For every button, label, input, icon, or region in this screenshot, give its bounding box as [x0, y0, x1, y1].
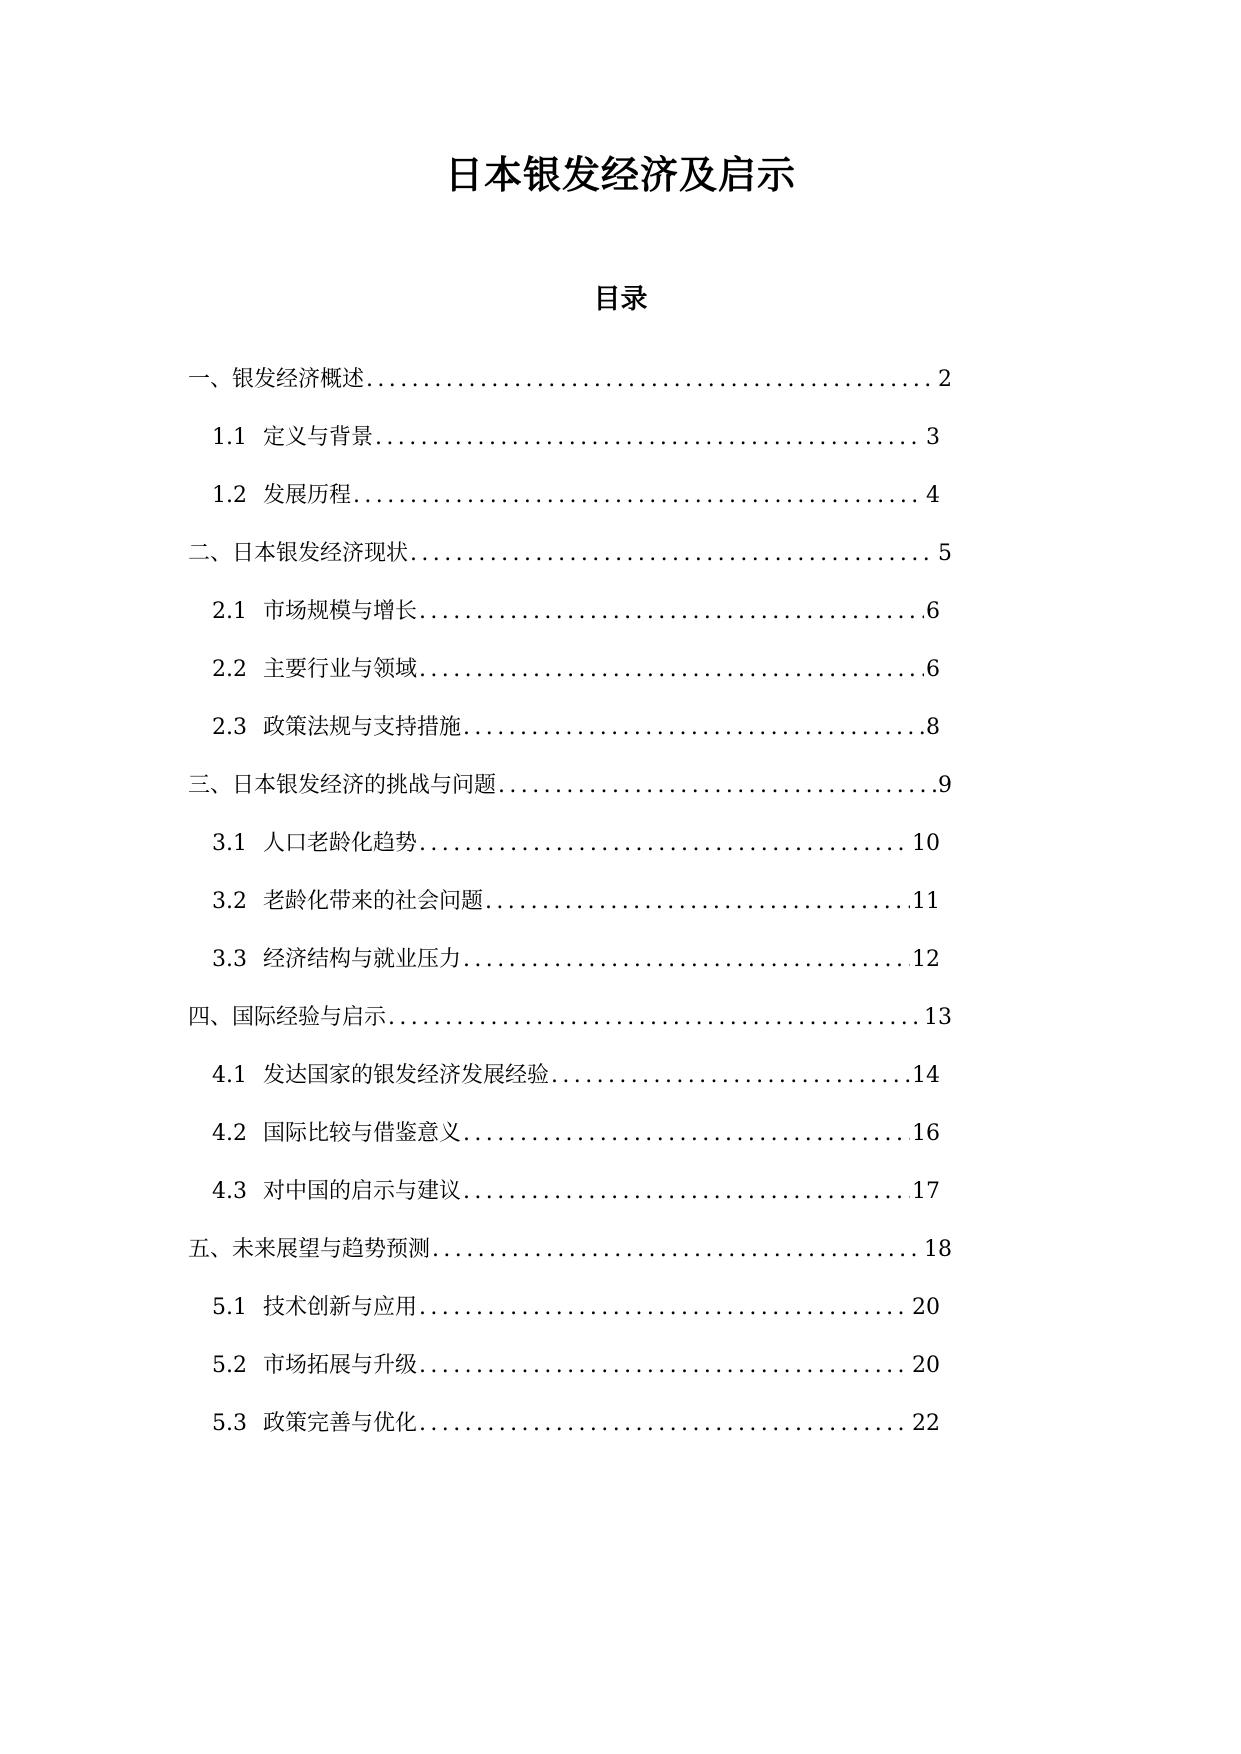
- toc-page-number: 13: [924, 1005, 952, 1030]
- toc-dot-leader: [463, 1172, 910, 1212]
- toc-dot-leader: [463, 940, 910, 980]
- toc-entry-chapter-3[interactable]: [188, 766, 952, 806]
- toc-dot-leader: [551, 1056, 910, 1096]
- toc-section-number: 3.3: [212, 947, 247, 972]
- toc-dot-leader: [463, 1114, 910, 1154]
- toc-entry-title: 国际比较与借鉴意义: [263, 1121, 462, 1146]
- toc-dot-leader: [419, 592, 924, 632]
- toc-dot-leader: [419, 1346, 910, 1386]
- toc-page-number: 17: [912, 1179, 940, 1204]
- toc-entry-section-4-2[interactable]: [212, 1114, 940, 1154]
- toc-heading: 目录: [593, 284, 648, 315]
- toc-entry-title: 一、银发经济概述: [188, 367, 365, 392]
- toc-page-number: 6: [926, 657, 940, 682]
- toc-entry-section-1-1[interactable]: [212, 418, 940, 458]
- toc-section-number: 4.1: [212, 1063, 247, 1088]
- toc-entry-title: 经济结构与就业压力: [263, 947, 462, 972]
- toc-dot-leader: [419, 1288, 910, 1328]
- toc-dot-leader: [353, 476, 924, 516]
- toc-entry-title: 四、国际经验与启示: [188, 1005, 387, 1030]
- toc-entry-section-2-1[interactable]: [212, 592, 940, 632]
- toc-section-number: 1.2: [212, 483, 247, 508]
- toc-dot-leader: [485, 882, 910, 922]
- toc-section-number: 5.3: [212, 1411, 247, 1436]
- toc-page-number: 3: [926, 425, 940, 450]
- toc-entry-title: 主要行业与领域: [263, 657, 418, 682]
- toc-dot-leader: [432, 1230, 922, 1270]
- toc-page-number: 2: [938, 367, 952, 392]
- toc-section-number: 1.1: [212, 425, 247, 450]
- toc-dot-leader: [388, 998, 922, 1038]
- toc-entry-title: 老龄化带来的社会问题: [263, 889, 484, 914]
- toc-page-number: 20: [912, 1295, 940, 1320]
- toc-entry-section-4-3[interactable]: [212, 1172, 940, 1212]
- toc-dot-leader: [498, 766, 936, 806]
- toc-entry-title: 政策完善与优化: [263, 1411, 418, 1436]
- toc-entry-title: 发展历程: [263, 483, 352, 508]
- toc-entry-title: 技术创新与应用: [263, 1295, 418, 1320]
- toc-page-number: 20: [912, 1353, 940, 1378]
- toc-entry-section-2-2[interactable]: [212, 650, 940, 690]
- toc-page-number: 10: [912, 831, 940, 856]
- toc-dot-leader: [463, 708, 924, 748]
- toc-dot-leader: [419, 1404, 910, 1444]
- toc-entry-chapter-1[interactable]: [188, 360, 952, 400]
- toc-entry-title: 三、日本银发经济的挑战与问题: [188, 773, 497, 798]
- toc-page-number: 22: [912, 1411, 940, 1436]
- toc-page-number: 14: [912, 1063, 940, 1088]
- toc-section-number: 2.1: [212, 599, 247, 624]
- toc-page-number: 9: [938, 773, 952, 798]
- toc-page-number: 8: [926, 715, 940, 740]
- toc-page-number: 11: [912, 889, 940, 914]
- toc-page-number: 6: [926, 599, 940, 624]
- toc-page-number: 16: [912, 1121, 940, 1146]
- document-title: 日本银发经济及启示: [444, 152, 796, 197]
- toc-entry-title: 二、日本银发经济现状: [188, 541, 409, 566]
- toc-dot-leader: [419, 824, 910, 864]
- toc-entry-title: 市场拓展与升级: [263, 1353, 418, 1378]
- toc-entry-title: 发达国家的银发经济发展经验: [263, 1063, 550, 1088]
- toc-entry-title: 市场规模与增长: [263, 599, 418, 624]
- toc-entry-chapter-5[interactable]: [188, 1230, 952, 1270]
- toc-entry-section-2-3[interactable]: [212, 708, 940, 748]
- toc-dot-leader: [410, 534, 936, 574]
- toc-section-number: 5.1: [212, 1295, 247, 1320]
- toc-dot-leader: [419, 650, 924, 690]
- toc-entry-section-3-1[interactable]: [212, 824, 940, 864]
- toc-section-number: 3.2: [212, 889, 247, 914]
- toc-entry-title: 人口老龄化趋势: [263, 831, 418, 856]
- toc-entry-chapter-2[interactable]: [188, 534, 952, 574]
- toc-entry-section-5-3[interactable]: [212, 1404, 940, 1444]
- toc-page-number: 18: [924, 1237, 952, 1262]
- toc-section-number: 3.1: [212, 831, 247, 856]
- toc-section-number: 4.3: [212, 1179, 247, 1204]
- toc-dot-leader: [366, 360, 936, 400]
- toc-entry-title: 对中国的启示与建议: [263, 1179, 462, 1204]
- toc-entry-section-3-3[interactable]: [212, 940, 940, 980]
- toc-entry-chapter-4[interactable]: [188, 998, 952, 1038]
- toc-entry-section-4-1[interactable]: [212, 1056, 940, 1096]
- toc-page-number: 5: [938, 541, 952, 566]
- toc-entry-title: 政策法规与支持措施: [263, 715, 462, 740]
- toc-page-number: 12: [912, 947, 940, 972]
- toc-entry-section-5-1[interactable]: [212, 1288, 940, 1328]
- toc-section-number: 2.2: [212, 657, 247, 682]
- toc-entry-section-5-2[interactable]: [212, 1346, 940, 1386]
- toc-entry-title: 定义与背景: [263, 425, 374, 450]
- toc-section-number: 4.2: [212, 1121, 247, 1146]
- toc-entry-title: 五、未来展望与趋势预测: [188, 1237, 431, 1262]
- toc-dot-leader: [375, 418, 924, 458]
- toc-entry-section-3-2[interactable]: [212, 882, 940, 922]
- toc-entry-section-1-2[interactable]: [212, 476, 940, 516]
- toc-section-number: 2.3: [212, 715, 247, 740]
- toc-section-number: 5.2: [212, 1353, 247, 1378]
- toc-page-number: 4: [926, 483, 940, 508]
